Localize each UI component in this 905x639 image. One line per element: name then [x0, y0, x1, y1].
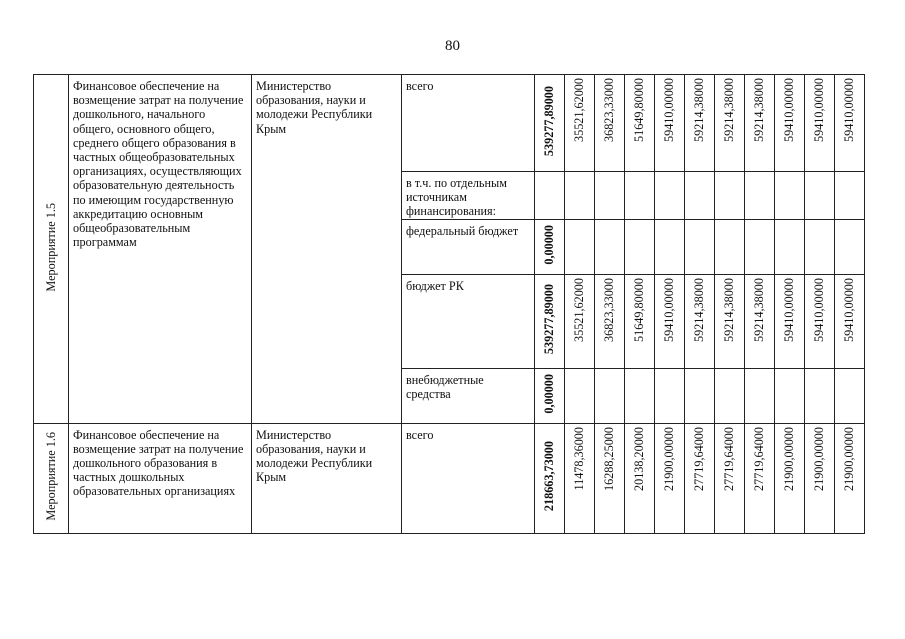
year-value: 20138,20000 [632, 426, 647, 491]
year-value-cell [565, 75, 595, 172]
year-value: 59410,00000 [842, 78, 857, 142]
year-value-cell [835, 423, 865, 533]
funding-row [34, 423, 865, 533]
year-value-cell [835, 274, 865, 368]
year-value-cell [745, 368, 775, 423]
funding-row [34, 75, 865, 172]
year-value: 35521,62000 [572, 78, 587, 142]
year-value-cell [625, 75, 655, 172]
year-value: 59410,00000 [812, 277, 827, 342]
executor-text: Министерство образования, науки и молодежи Республики Крым [256, 79, 373, 136]
program-table [33, 74, 865, 534]
year-value-cell [775, 368, 805, 423]
executor-cell [252, 423, 402, 533]
year-value: 59214,38000 [752, 78, 767, 142]
year-value: 16288,25000 [602, 426, 617, 491]
year-value-cell [805, 423, 835, 533]
year-value-cell [595, 219, 625, 274]
year-value-cell [685, 368, 715, 423]
year-value: 59214,38000 [722, 277, 737, 342]
funding-source-cell [402, 423, 535, 533]
year-value-cell [625, 368, 655, 423]
year-value-cell [775, 172, 805, 220]
funding-source-label: в т.ч. по отдельным источникам финансирования: [406, 176, 507, 219]
year-value: 27719,64000 [692, 426, 707, 491]
year-value: 59410,00000 [812, 78, 827, 142]
year-value-cell [685, 423, 715, 533]
funding-source-cell [402, 274, 535, 368]
year-value: 27719,64000 [752, 426, 767, 491]
year-value-cell [805, 172, 835, 220]
year-value-cell [805, 368, 835, 423]
year-value-cell [655, 274, 685, 368]
total-cell [535, 219, 565, 274]
year-value-cell [745, 75, 775, 172]
year-value: 21900,00000 [842, 426, 857, 491]
funding-source-cell [402, 368, 535, 423]
year-value-cell [625, 219, 655, 274]
year-value-cell [565, 219, 595, 274]
year-value-cell [595, 274, 625, 368]
year-value-cell [715, 75, 745, 172]
year-value-cell [595, 423, 625, 533]
year-value: 35521,62000 [572, 277, 587, 342]
year-value-cell [805, 219, 835, 274]
year-value: 59410,00000 [842, 277, 857, 342]
year-value: 21900,00000 [812, 426, 827, 491]
year-value-cell [715, 368, 745, 423]
year-value: 59410,00000 [662, 78, 677, 142]
year-value-cell [715, 172, 745, 220]
year-value-cell [655, 423, 685, 533]
year-value-cell [835, 368, 865, 423]
measure-label: Мероприятие 1.6 [43, 432, 58, 521]
description-text: Финансовое обеспечение на возмещение затрат на получение дошкольного, начального общего, основного общего, среднего общего образования в частных общеобразовательных организациях, осуществляющих образовательную деятельность по имеющим государственную аккредитацию основным общеобразовательным программам [73, 79, 244, 250]
year-value-cell [655, 75, 685, 172]
year-value-cell [565, 368, 595, 423]
year-value-cell [775, 423, 805, 533]
year-value-cell [745, 423, 775, 533]
total-value: 0,00000 [542, 225, 557, 265]
year-value-cell [685, 172, 715, 220]
year-value-cell [835, 219, 865, 274]
year-value: 59410,00000 [782, 78, 797, 142]
measure-cell [34, 423, 69, 533]
total-value: 0,00000 [542, 374, 557, 414]
funding-source-label: федеральный бюджет [406, 223, 519, 238]
year-value: 21900,00000 [782, 426, 797, 491]
year-value-cell [805, 75, 835, 172]
year-value: 21900,00000 [662, 426, 677, 491]
year-value: 59214,38000 [752, 277, 767, 342]
year-value: 59214,38000 [692, 78, 707, 142]
year-value: 36823,33000 [602, 277, 617, 342]
year-value: 36823,33000 [602, 78, 617, 142]
total-cell [535, 172, 565, 220]
year-value-cell [835, 75, 865, 172]
funding-source-label: бюджет РК [406, 278, 464, 293]
total-value: 218663,73000 [542, 441, 557, 512]
year-value-cell [595, 368, 625, 423]
year-value-cell [745, 219, 775, 274]
year-value-cell [655, 368, 685, 423]
year-value-cell [745, 172, 775, 220]
year-value: 59410,00000 [782, 277, 797, 342]
total-value: 539277,89000 [542, 284, 557, 355]
total-cell [535, 423, 565, 533]
year-value-cell [655, 219, 685, 274]
year-value-cell [685, 219, 715, 274]
year-value-cell [775, 75, 805, 172]
funding-source-label: всего [406, 427, 434, 442]
year-value-cell [625, 172, 655, 220]
year-value: 59410,00000 [662, 277, 677, 342]
year-value-cell [625, 423, 655, 533]
year-value: 11478,36000 [572, 426, 587, 491]
year-value-cell [715, 423, 745, 533]
total-cell [535, 75, 565, 172]
year-value-cell [835, 172, 865, 220]
year-value-cell [655, 172, 685, 220]
year-value: 59214,38000 [692, 277, 707, 342]
executor-cell [252, 75, 402, 424]
year-value-cell [775, 219, 805, 274]
measure-cell [34, 75, 69, 424]
year-value-cell [685, 274, 715, 368]
funding-source-label: внебюджетные средства [406, 372, 484, 401]
total-cell [535, 274, 565, 368]
year-value-cell [685, 75, 715, 172]
year-value-cell [715, 274, 745, 368]
funding-source-cell [402, 75, 535, 172]
executor-text: Министерство образования, науки и молодежи Республики Крым [256, 427, 373, 485]
year-value-cell [565, 274, 595, 368]
funding-source-cell [402, 172, 535, 220]
total-value: 539277,89000 [542, 86, 557, 157]
year-value-cell [775, 274, 805, 368]
year-value: 51649,80000 [632, 78, 647, 142]
year-value-cell [565, 423, 595, 533]
funding-source-cell [402, 219, 535, 274]
year-value-cell [745, 274, 775, 368]
measure-label: Мероприятие 1.5 [43, 202, 58, 292]
year-value: 59214,38000 [722, 78, 737, 142]
measure-description [69, 423, 252, 533]
year-value-cell [625, 274, 655, 368]
funding-source-label: всего [406, 79, 434, 93]
year-value-cell [715, 219, 745, 274]
year-value-cell [595, 172, 625, 220]
year-value: 51649,80000 [632, 277, 647, 342]
year-value: 27719,64000 [722, 426, 737, 491]
year-value-cell [565, 172, 595, 220]
page-number: 80 [445, 38, 460, 54]
description-text: Финансовое обеспечение на возмещение затрат на получение дошкольного образования в частных дошкольных образовательных организациях [73, 427, 244, 499]
year-value-cell [805, 274, 835, 368]
total-cell [535, 368, 565, 423]
year-value-cell [595, 75, 625, 172]
measure-description [69, 75, 252, 424]
